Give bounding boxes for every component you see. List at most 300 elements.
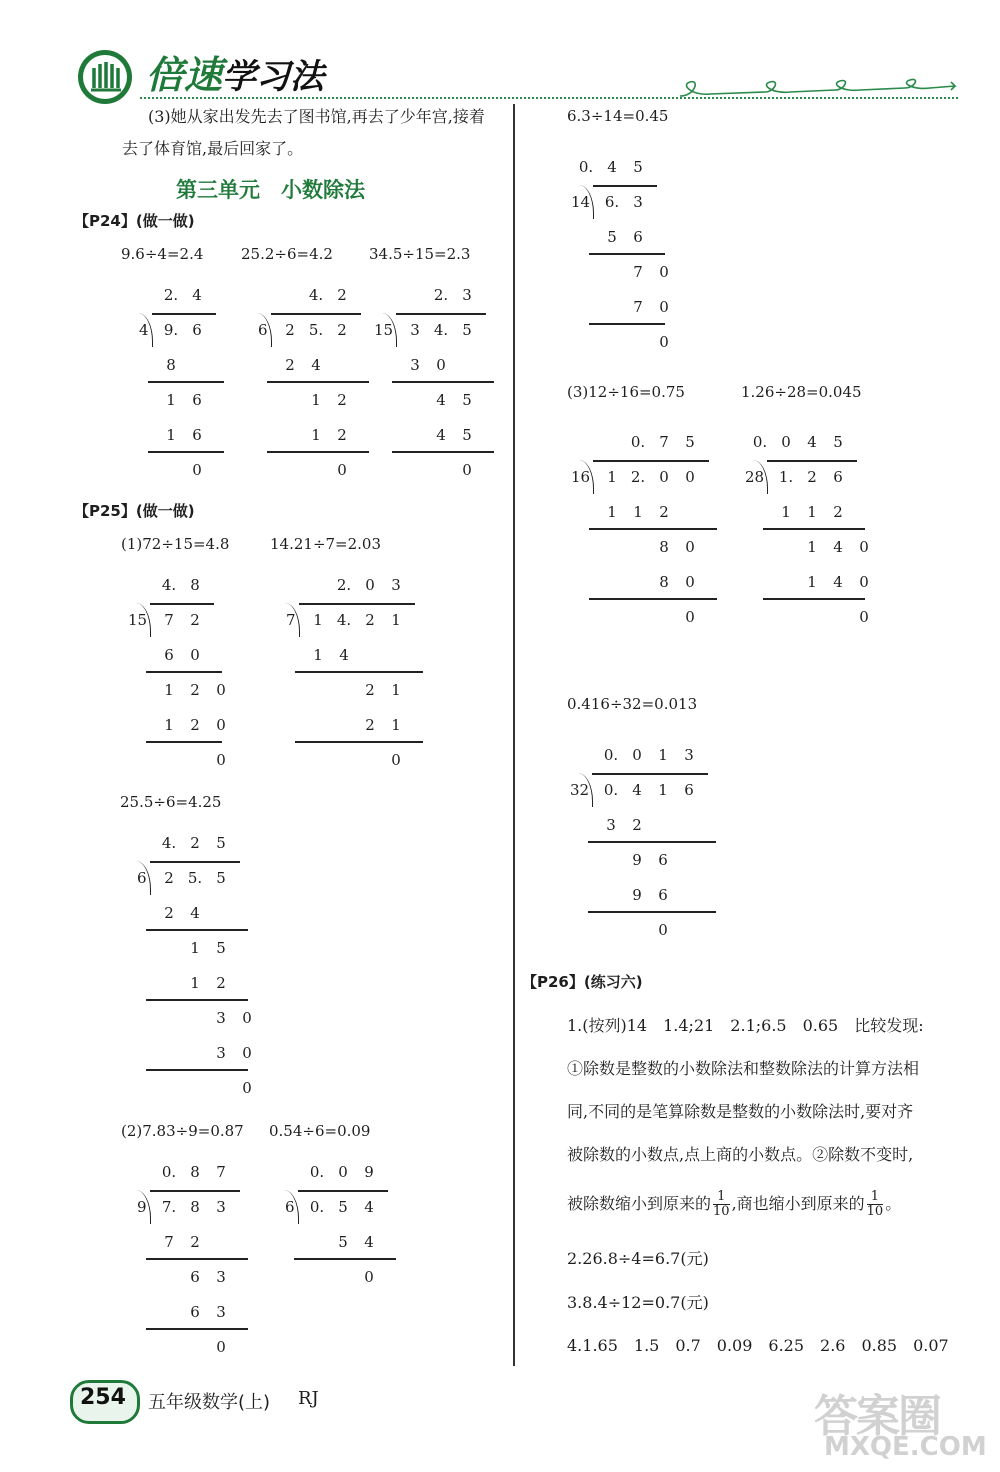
work-row [277, 356, 355, 374]
digit: 4 [190, 904, 200, 922]
digit: 5 [338, 1233, 348, 1251]
p24-eq-2: 25.2÷6=4.2 [241, 245, 333, 263]
work-row [156, 751, 234, 769]
subtraction-rule [589, 528, 717, 530]
eq-0-416: 0.416÷32=0.013 [567, 695, 698, 713]
digit: 8 [190, 1198, 200, 1216]
dividend [304, 1198, 382, 1216]
digit: 0 [242, 1044, 252, 1062]
digit: 2 [164, 904, 174, 922]
digit: 2 [632, 816, 642, 834]
digit: 0 [216, 716, 226, 734]
division-bar [150, 861, 240, 863]
digit: 1 [633, 503, 643, 521]
digit: 4. [336, 611, 352, 629]
digit: 0 [659, 333, 669, 351]
division-bar [150, 1190, 240, 1192]
digit: 0. [603, 781, 619, 799]
digit: 6 [192, 321, 202, 339]
digit: 1 [391, 611, 401, 629]
q2: 2.26.8÷4=6.7(元) [567, 1249, 709, 1268]
subtraction-rule [295, 741, 423, 743]
digit: 8 [190, 1163, 200, 1181]
digit: 0 [632, 746, 642, 764]
work-row [598, 851, 676, 869]
digit: 4. [161, 834, 177, 852]
digit: 0. [752, 433, 768, 451]
digit: 1 [164, 716, 174, 734]
digit: 0 [337, 461, 347, 479]
p25-eq-4: (2)7.83÷9=0.87 [121, 1122, 244, 1140]
subtraction-rule [588, 841, 716, 843]
digit: 6 [192, 391, 202, 409]
digit: 6 [192, 426, 202, 444]
digit: 3 [216, 1044, 226, 1062]
digit: 8 [659, 538, 669, 556]
subtraction-rule [146, 671, 222, 673]
work-row [277, 426, 355, 444]
quotient [747, 433, 851, 451]
digit: 1. [778, 468, 794, 486]
digit: 2 [190, 1233, 200, 1251]
p25-eq-3: 25.5÷6=4.25 [120, 793, 222, 811]
work-row [156, 681, 234, 699]
digit: 1 [313, 611, 323, 629]
brand-title [146, 44, 324, 99]
digit: 6 [190, 1303, 200, 1321]
q1-line-1 [567, 1016, 924, 1036]
dividend [156, 1198, 234, 1216]
digit: 3 [606, 816, 616, 834]
divisor: 14 [571, 193, 591, 211]
digit: 2 [285, 356, 295, 374]
digit: 2 [337, 426, 347, 444]
digit: 3 [462, 286, 472, 304]
q1-line-1-text: 1.(按列)14 1.4;21 2.1;6.5 0.65 比较发现: [567, 1016, 924, 1035]
digit: 0. [630, 433, 646, 451]
work-row [305, 716, 409, 734]
digit: 5 [462, 426, 472, 444]
work-row [598, 816, 676, 834]
work-row [599, 573, 703, 591]
digit: 0. [309, 1198, 325, 1216]
division-bar [592, 773, 708, 775]
fraction-1 [713, 1190, 730, 1219]
work-row [304, 1233, 382, 1251]
division-bar [593, 460, 709, 462]
subtraction-rule [294, 1258, 396, 1260]
subtraction-rule [146, 1328, 248, 1330]
digit: 9 [632, 886, 642, 904]
work-row [598, 921, 676, 939]
p24-eq-1: 9.6÷4=2.4 [121, 245, 204, 263]
q1-line-5 [567, 1186, 901, 1222]
digit: 5 [216, 834, 226, 852]
work-row [156, 1044, 260, 1062]
digit: 5 [633, 158, 643, 176]
digit: 5 [607, 228, 617, 246]
page-number: 254 [80, 1385, 126, 1410]
brand-rest: 学习法 [222, 57, 325, 97]
quotient [158, 286, 210, 304]
digit: 1 [807, 503, 817, 521]
dividend [402, 321, 480, 339]
subtraction-rule [148, 451, 224, 453]
eq-12: (3)12÷16=0.75 [567, 383, 685, 401]
edition: RJ [298, 1388, 319, 1409]
q1-line-5b: ,商也缩小到原来的 [731, 1194, 865, 1213]
watermark [806, 1380, 996, 1470]
digit: 3 [684, 746, 694, 764]
fraction-1-den: 10 [713, 1204, 730, 1219]
work-row [402, 391, 480, 409]
q1-line-5a: 被除数缩小到原来的 [567, 1194, 712, 1213]
digit: 9 [632, 851, 642, 869]
digit: 4 [833, 538, 843, 556]
subtraction-rule [763, 528, 865, 530]
digit: 0 [781, 433, 791, 451]
digit: 5 [462, 321, 472, 339]
p25-label: 【P25】(做一做) [74, 502, 195, 520]
work-row [277, 391, 355, 409]
digit: 4 [364, 1233, 374, 1251]
digit: 0. [603, 746, 619, 764]
work-row [156, 1079, 260, 1097]
q1-line-3: 同,不同的是笔算除数是整数的小数除法时,要对齐 [567, 1102, 914, 1121]
digit: 4 [607, 158, 617, 176]
digit: 1 [807, 573, 817, 591]
work-row [773, 573, 877, 591]
watermark-url: MXQE.COM [824, 1432, 987, 1462]
work-row [156, 1268, 234, 1286]
quotient [331, 576, 409, 594]
digit: 7 [633, 263, 643, 281]
division-bar [396, 313, 486, 315]
fraction-2-num: 1 [867, 1190, 884, 1205]
work-row [158, 356, 210, 374]
division-bar [767, 460, 857, 462]
digit: 2 [833, 503, 843, 521]
digit: 2 [337, 391, 347, 409]
digit: 4 [436, 426, 446, 444]
p26-label: 【P26】(练习六) [522, 973, 643, 991]
divisor: 16 [571, 468, 591, 486]
digit: 1 [607, 468, 617, 486]
dividend [158, 321, 210, 339]
digit: 3 [410, 321, 420, 339]
p25-eq-2: 14.21÷7=2.03 [270, 535, 382, 553]
digit: 4 [192, 286, 202, 304]
digit: 4. [161, 576, 177, 594]
digit: 5 [833, 433, 843, 451]
fraction-1-num: 1 [713, 1190, 730, 1205]
digit: 2. [163, 286, 179, 304]
work-row [156, 939, 260, 957]
work-row [598, 886, 676, 904]
digit: 0 [216, 751, 226, 769]
digit: 2 [337, 286, 347, 304]
quotient [428, 286, 480, 304]
divisor: 32 [570, 781, 590, 799]
digit: 1 [391, 681, 401, 699]
p24-label: 【P24】(做一做) [74, 212, 195, 230]
eq-1-26: 1.26÷28=0.045 [741, 383, 862, 401]
book-title: 五年级数学(上) [148, 1392, 271, 1413]
subtraction-rule [589, 598, 717, 600]
work-row [402, 356, 480, 374]
digit: 0 [685, 573, 695, 591]
divisor: 4 [139, 321, 149, 339]
digit: 2 [659, 503, 669, 521]
digit: 4 [339, 646, 349, 664]
division-bar [593, 185, 657, 187]
digit: 0 [859, 573, 869, 591]
digit: 1 [311, 426, 321, 444]
digit: 6 [658, 886, 668, 904]
fraction-2 [867, 1190, 884, 1219]
digit: 7 [164, 611, 174, 629]
work-row [156, 1303, 234, 1321]
work-row [277, 461, 355, 479]
digit: 0 [685, 608, 695, 626]
divisor: 15 [128, 611, 148, 629]
work-row [773, 503, 877, 521]
digit: 5. [308, 321, 324, 339]
digit: 0 [242, 1009, 252, 1027]
work-row [156, 1009, 260, 1027]
digit: 2. [433, 286, 449, 304]
division-bar [298, 1190, 388, 1192]
digit: 0 [658, 921, 668, 939]
p25-eq-1: (1)72÷15=4.8 [121, 535, 230, 553]
work-row [156, 716, 234, 734]
digit: 0 [242, 1079, 252, 1097]
subtraction-rule [589, 323, 665, 325]
divisor: 9 [137, 1198, 147, 1216]
division-bar [271, 313, 361, 315]
work-row [599, 608, 703, 626]
digit: 2 [216, 974, 226, 992]
quotient [625, 433, 703, 451]
digit: 0 [659, 263, 669, 281]
digit: 0 [462, 461, 472, 479]
dividend [305, 611, 409, 629]
digit: 1 [658, 781, 668, 799]
digit: 3 [216, 1009, 226, 1027]
work-row [402, 461, 480, 479]
digit: 2 [365, 611, 375, 629]
digit: 0 [190, 646, 200, 664]
q1-line-5c: 。 [885, 1194, 902, 1213]
dividend [156, 611, 208, 629]
digit: 1 [313, 646, 323, 664]
digit: 6 [684, 781, 694, 799]
digit: 0. [578, 158, 594, 176]
subtraction-rule [267, 381, 369, 383]
digit: 0 [216, 1338, 226, 1356]
eq-6-3: 6.3÷14=0.45 [567, 107, 669, 125]
digit: 2 [285, 321, 295, 339]
digit: 4 [632, 781, 642, 799]
digit: 0 [391, 751, 401, 769]
subtraction-rule [295, 671, 423, 673]
digit: 0. [309, 1163, 325, 1181]
work-row [304, 1268, 382, 1286]
digit: 1 [166, 391, 176, 409]
quotient [156, 834, 234, 852]
subtraction-rule [763, 598, 865, 600]
q1-line-2: ①除数是整数的小数除法和整数除法的计算方法相 [567, 1059, 920, 1078]
quotient [573, 158, 651, 176]
digit: 2 [190, 834, 200, 852]
digit: 3 [391, 576, 401, 594]
subtraction-rule [146, 929, 248, 931]
digit: 1 [190, 939, 200, 957]
digit: 6 [164, 646, 174, 664]
subtraction-rule [589, 253, 665, 255]
intro-line-2: 去了体育馆,最后回家了。 [122, 139, 304, 158]
p24-eq-3: 34.5÷15=2.3 [369, 245, 471, 263]
digit: 5 [685, 433, 695, 451]
digit: 0 [216, 681, 226, 699]
digit: 0 [685, 468, 695, 486]
divisor: 15 [374, 321, 394, 339]
digit: 0 [859, 608, 869, 626]
subtraction-rule [588, 911, 716, 913]
dividend [277, 321, 355, 339]
work-row [156, 904, 260, 922]
watermark-text: 答案圈 [814, 1391, 940, 1442]
loop-ornament-icon [675, 74, 965, 104]
work-row [773, 538, 877, 556]
dividend [599, 468, 703, 486]
division-bar [150, 603, 214, 605]
digit: 6 [633, 228, 643, 246]
quotient [156, 1163, 234, 1181]
digit: 2 [365, 716, 375, 734]
subtraction-rule [146, 741, 222, 743]
digit: 2 [190, 611, 200, 629]
digit: 6 [833, 468, 843, 486]
subtraction-rule [148, 381, 224, 383]
digit: 4 [833, 573, 843, 591]
work-row [158, 391, 210, 409]
digit: 2. [336, 576, 352, 594]
divisor: 7 [286, 611, 296, 629]
unit-title: 第三单元 小数除法 [176, 178, 365, 202]
digit: 1 [781, 503, 791, 521]
subtraction-rule [146, 1069, 248, 1071]
work-row [599, 333, 677, 351]
digit: 6 [658, 851, 668, 869]
digit: 0 [192, 461, 202, 479]
header [0, 0, 1000, 110]
dividend [599, 193, 651, 211]
p25-eq-5: 0.54÷6=0.09 [269, 1122, 371, 1140]
work-row [305, 681, 409, 699]
digit: 1 [607, 503, 617, 521]
brand-bold: 倍速 [146, 53, 223, 97]
work-row [156, 1338, 234, 1356]
digit: 0 [659, 468, 669, 486]
digit: 2 [164, 869, 174, 887]
digit: 2 [807, 468, 817, 486]
q4: 4.1.65 1.5 0.7 0.09 6.25 2.6 0.85 0.07 [567, 1336, 949, 1355]
work-row [599, 228, 677, 246]
digit: 3 [216, 1268, 226, 1286]
work-row [305, 646, 409, 664]
digit: 1 [807, 538, 817, 556]
work-row [156, 646, 234, 664]
work-row [156, 974, 260, 992]
digit: 1 [658, 746, 668, 764]
digit: 1 [311, 391, 321, 409]
subtraction-rule [267, 451, 369, 453]
digit: 5 [216, 869, 226, 887]
subtraction-rule [146, 1258, 248, 1260]
book-logo-icon [76, 48, 134, 106]
digit: 7 [659, 433, 669, 451]
digit: 3 [216, 1303, 226, 1321]
digit: 5 [462, 391, 472, 409]
digit: 4 [364, 1198, 374, 1216]
work-row [599, 298, 677, 316]
digit: 1 [391, 716, 401, 734]
work-row [773, 608, 877, 626]
work-row [158, 461, 210, 479]
divisor: 6 [258, 321, 268, 339]
work-row [305, 751, 409, 769]
digit: 7 [164, 1233, 174, 1251]
dividend [773, 468, 851, 486]
digit: 7 [216, 1163, 226, 1181]
quotient [304, 1163, 382, 1181]
digit: 0 [685, 538, 695, 556]
digit: 4. [308, 286, 324, 304]
digit: 2 [190, 681, 200, 699]
digit: 5 [338, 1198, 348, 1216]
digit: 2 [365, 681, 375, 699]
q1-line-4: 被除数的小数点,点上商的小数点。②除数不变时, [567, 1145, 914, 1164]
dividend [598, 781, 702, 799]
digit: 6 [190, 1268, 200, 1286]
digit: 9 [364, 1163, 374, 1181]
digit: 5. [187, 869, 203, 887]
work-row [156, 1233, 234, 1251]
division-bar [299, 603, 415, 605]
work-row [599, 503, 703, 521]
digit: 0 [659, 298, 669, 316]
digit: 6. [604, 193, 620, 211]
work-row [599, 538, 703, 556]
digit: 7 [633, 298, 643, 316]
intro-line-1: (3)她从家出发先去了图书馆,再去了少年宫,接着 [148, 107, 485, 126]
digit: 3 [633, 193, 643, 211]
digit: 8 [190, 576, 200, 594]
q3: 3.8.4÷12=0.7(元) [567, 1293, 709, 1312]
digit: 1 [190, 974, 200, 992]
digit: 9. [163, 321, 179, 339]
digit: 0. [161, 1163, 177, 1181]
subtraction-rule [392, 451, 494, 453]
subtraction-rule [392, 381, 494, 383]
digit: 5 [216, 939, 226, 957]
digit: 4 [436, 391, 446, 409]
digit: 8 [166, 356, 176, 374]
quotient [156, 576, 208, 594]
digit: 0 [365, 576, 375, 594]
digit: 4. [433, 321, 449, 339]
